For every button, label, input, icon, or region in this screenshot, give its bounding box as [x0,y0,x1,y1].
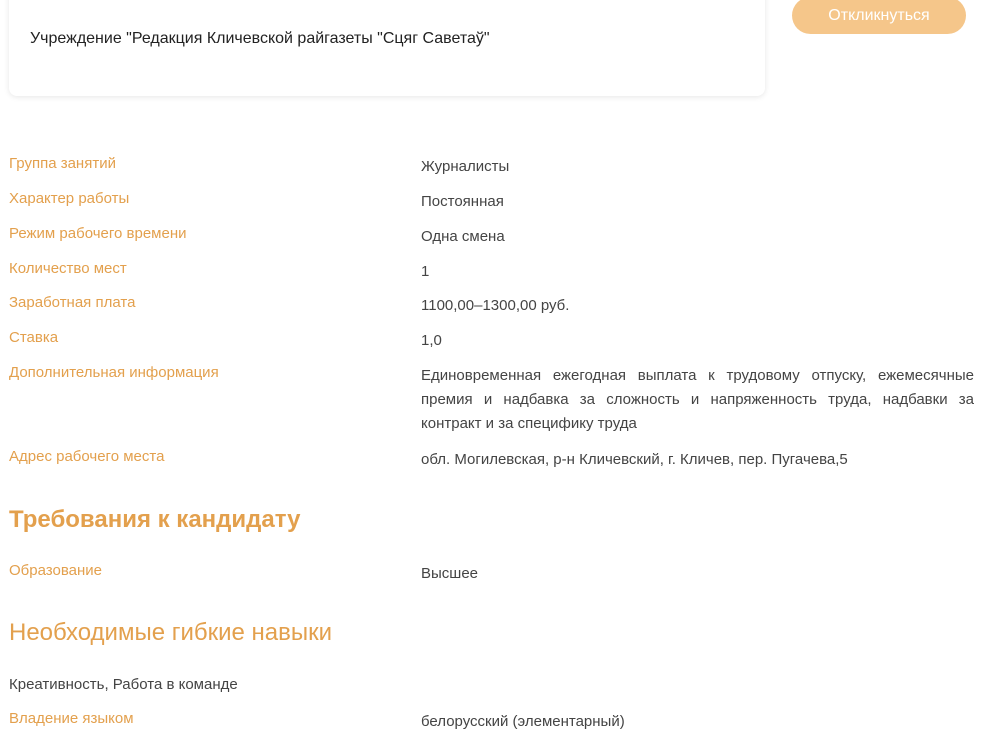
detail-label: Характер работы [9,190,130,207]
detail-value: 1,0 [421,332,442,349]
respond-button[interactable]: Откликнуться [792,0,966,34]
detail-label: Группа занятий [9,155,116,172]
detail-value: Одна смена [421,228,505,245]
detail-value: Высшее [421,565,479,582]
soft-skills-value: Креативность, Работа в команде [9,676,238,693]
requirements-title: Требования к кандидату [9,506,301,533]
detail-value: 1100,00–1300,00 руб. [421,297,570,314]
detail-label: Ставка [9,329,59,346]
detail-label: Владение языком [9,710,134,727]
detail-label: Заработная плата [9,294,136,311]
detail-value: Единовременная ежегодная выплата к трудовому отпуску, ежемесячные премия и надбавка за сложность и напряженность труда, надбавки за контракт и за специфику труда [421,367,974,432]
detail-value: обл. Могилевская, р-н Кличевский, г. Кличев, пер. Пугачева,5 [421,451,848,468]
detail-label: Образование [9,562,102,579]
detail-value: Журналисты [421,158,510,175]
employer-name: Учреждение "Редакция Кличевской райгазеты "Сцяг Саветаў" [30,30,490,47]
detail-value: Постоянная [421,193,504,210]
detail-value: белорусский (элементарный) [421,713,625,730]
detail-label: Дополнительная информация [9,364,219,381]
detail-label: Количество мест [9,260,127,277]
detail-value: 1 [421,263,430,280]
soft-skills-title: Необходимые гибкие навыки [9,619,333,646]
detail-label: Адрес рабочего места [9,448,165,465]
employer-card [9,0,765,96]
detail-label: Режим рабочего времени [9,225,187,242]
